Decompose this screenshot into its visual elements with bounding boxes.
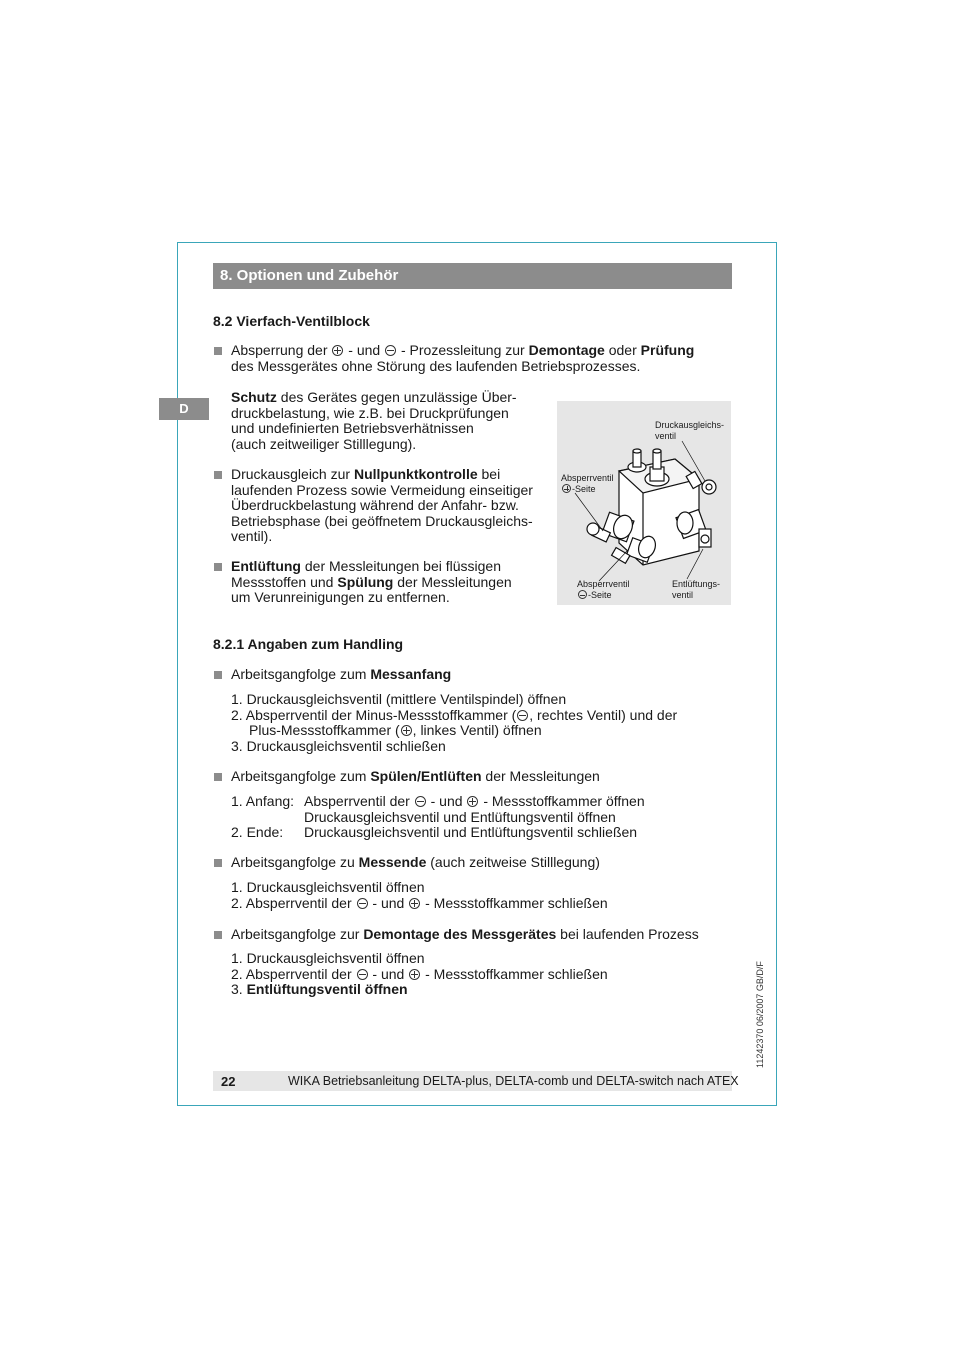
minus-side-icon: [357, 898, 368, 909]
bullet-messende: Arbeitsgangfolge zu Messende (auch zeitweise Stilllegung): [231, 854, 600, 870]
subsection-8-2-title: 8.2 Vierfach-Ventilblock: [213, 313, 370, 329]
bullet-absperrung: Absperrung der - und - Prozessleitung zur Demontage oder Prüfung des Messgerätes ohne Störung des laufenden Betriebsprozesses.: [231, 342, 695, 374]
valve-block-figure: [557, 401, 731, 605]
minus-side-icon: [357, 969, 368, 980]
label-absperrventil-plus: Absperrventil -Seite: [561, 473, 614, 494]
bullet-druckausgleich: Druckausgleich zur Nullpunktkontrolle bei laufenden Prozess sowie Vermeidung einseitiger Überdruckbelastung während der Anfahr- bzw. Betriebsphase (bei geöffnetem Druckausgleichs- ventil).: [231, 466, 533, 544]
minus-side-icon: [415, 796, 426, 807]
label-entlueftungsventil: Entlüftungs- ventil: [672, 579, 721, 600]
minus-side-icon: [578, 590, 587, 599]
label-druckausgleichsventil: Druckausgleichs- ventil: [655, 420, 725, 441]
plus-side-icon: [409, 898, 420, 909]
list-messende: 1. Druckausgleichsventil öffnen 2. Absperrventil der - und - Messstoffkammer schließen: [231, 879, 608, 911]
document-code: 11242370 06/2007 GB/D/F: [755, 961, 765, 1068]
bullet-marker: [214, 347, 222, 355]
bullet-marker: [214, 773, 222, 781]
paragraph-schutz: Schutz des Gerätes gegen unzulässige Über- druckbelastung, wie z.B. bei Druckprüfungen und undefinierten Betriebsverhätnissen (auch zeitweiliger Stilllegung).: [231, 389, 517, 452]
bullet-marker: [214, 931, 222, 939]
plus-side-icon: [401, 725, 412, 736]
bullet-marker: [214, 471, 222, 479]
language-tab: D: [159, 398, 209, 420]
minus-side-icon: [385, 345, 396, 356]
plus-side-icon: [562, 484, 571, 493]
minus-side-icon: [517, 710, 528, 721]
bullet-entlueftung: Entlüftung der Messleitungen bei flüssigen Messstoffen und Spülung der Messleitungen um Verunreinigungen zu entfernen.: [231, 558, 512, 605]
footer-text: WIKA Betriebsanleitung DELTA-plus, DELTA-comb und DELTA-switch nach ATEX: [288, 1074, 739, 1088]
list-spuelen-2: 2. Ende:: [231, 824, 284, 840]
subsection-8-2-1-title: 8.2.1 Angaben zum Handling: [213, 636, 404, 652]
bullet-messanfang: Arbeitsgangfolge zum Messanfang: [231, 666, 452, 682]
label-absperrventil-minus: Absperrventil -Seite: [577, 579, 630, 600]
bullet-demontage: Arbeitsgangfolge zur Demontage des Messgerätes bei laufenden Prozess: [231, 926, 699, 942]
page-number: 22: [221, 1074, 236, 1089]
list-messanfang: 1. Druckausgleichsventil (mittlere Ventilspindel) öffnen 2. Absperrventil der Minus-Messstoffkammer ( , rechtes Ventil) und der Plus-Messstoffkammer ( , linkes Ventil) öffnen 3. Druckausgleichsventil schließen: [231, 691, 678, 754]
section-title: 8. Optionen und Zubehör: [213, 263, 732, 289]
bullet-marker: [214, 671, 222, 679]
list-spuelen-1-text: Absperrventil der - und - Messstoffkammer öffnen Druckausgleichsventil und Entlüftungsventil öffnen: [304, 793, 645, 825]
plus-side-icon: [409, 969, 420, 980]
bullet-marker: [214, 859, 222, 867]
bullet-marker: [214, 563, 222, 571]
bullet-spuelen: Arbeitsgangfolge zum Spülen/Entlüften der Messleitungen: [231, 768, 600, 784]
list-demontage: 1. Druckausgleichsventil öffnen 2. Absperrventil der - und - Messstoffkammer schließen 3. Entlüftungsventil öffnen: [231, 950, 608, 997]
list-spuelen-2-text: Druckausgleichsventil und Entlüftungsventil schließen: [304, 824, 638, 840]
list-spuelen-1: 1. Anfang:: [231, 793, 295, 809]
plus-side-icon: [467, 796, 478, 807]
plus-side-icon: [332, 345, 343, 356]
